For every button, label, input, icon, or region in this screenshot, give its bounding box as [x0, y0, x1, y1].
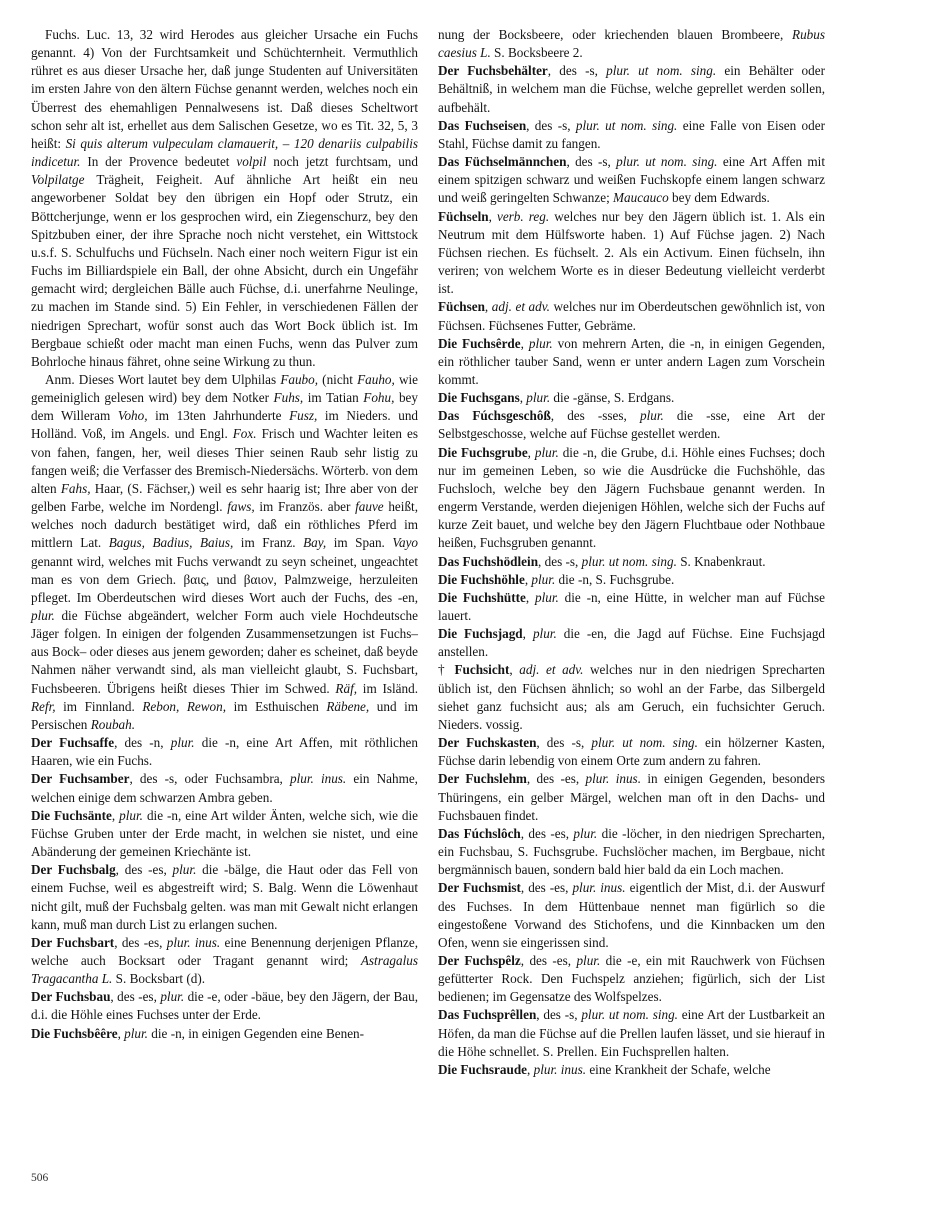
italic-text: plur. inus. — [166, 934, 221, 950]
dictionary-entry — [438, 153, 825, 207]
italic-text: Voho, — [117, 408, 148, 424]
dictionary-entry — [438, 589, 825, 625]
paragraph-anmerkung — [31, 371, 418, 734]
italic-text: Si quis alterum vulpeculam clamauerit, – 120 denariis culpabilis indicetur. — [31, 135, 418, 170]
italic-text: plur. — [119, 807, 143, 823]
body-text: welches nur in den niedrigen Sprecharten üblich ist, den Füchsen ähnlich; so wohl an der Farbe, das Silbergeld siehet ganz fuchsicht aus; als am Geruch, ein fuchsichter Geruch. Nieders. vossig. — [438, 662, 826, 732]
headword: Die Fuchsraude — [438, 1061, 528, 1077]
body-text: , — [484, 299, 492, 315]
headword: Der Fuchsmist — [438, 880, 521, 896]
body-text: heißt, welches noch dadurch bestätiget wird, daß ein röthliches Pferd im mittlern Lat. — [31, 499, 418, 551]
italic-text: plur. — [160, 989, 185, 1005]
entry-list-left — [31, 734, 418, 1043]
body-text: , — [524, 571, 532, 587]
body-text: und im Persischen — [31, 698, 419, 732]
italic-text: faws, — [227, 499, 255, 515]
body-text: die -n, in einigen Gegenden eine Benen- — [147, 1025, 365, 1041]
body-text: , des -s, — [566, 154, 617, 170]
italic-text: plur. — [124, 1025, 148, 1041]
headword: Der Fuchsbehälter — [438, 63, 548, 79]
italic-text: plur. ut nom. sing. — [616, 154, 718, 170]
body-text: die -n, eine Art Affen, mit röthlichen Haaren, wie ein Fuchs. — [31, 735, 418, 769]
dictionary-entry — [438, 825, 825, 879]
headword: Das Fúchsgeschôß — [438, 408, 551, 424]
headword: Der Fuchslehm — [438, 771, 527, 787]
italic-text: Fauho, — [357, 371, 395, 387]
italic-text: Fox. — [232, 426, 257, 442]
body-text: nung der Bocksbeere, oder kriechenden blauen Brombeere, — [438, 27, 793, 42]
italic-text: fauve — [355, 499, 384, 515]
headword: Das Fuchseisen — [438, 117, 527, 133]
dictionary-entry — [438, 1006, 825, 1060]
italic-text: plur. inus. — [533, 1061, 587, 1077]
headword: Die Fuchsjagd — [438, 626, 523, 642]
headword: Der Fuchskasten — [438, 735, 537, 751]
dictionary-entry — [31, 807, 418, 861]
body-text: , des -es, — [520, 880, 573, 896]
body-text: , des -s, — [526, 117, 576, 133]
body-text: † — [438, 662, 455, 678]
italic-text: plur. — [576, 952, 601, 968]
dictionary-entry — [438, 1061, 825, 1079]
headword: Der Fuchsbau — [31, 989, 111, 1005]
body-text: eine Falle von Eisen oder Stahl, Füchse damit zu fangen. — [438, 117, 825, 151]
italic-text: plur. — [535, 589, 559, 605]
body-text: , des -es, — [520, 952, 577, 968]
body-text: , des -es, — [526, 771, 586, 787]
italic-text: plur. ut nom. sing. — [606, 63, 717, 79]
headword: Die Fuchsêrde — [438, 335, 521, 351]
italic-text: Fahs, — [60, 480, 91, 496]
italic-text: plur. — [531, 571, 556, 587]
body-text: die -e, oder -bäue, bey den Jägern, der Bau, d.i. die Höhle eines Fuchses unter der Erde. — [31, 989, 418, 1023]
dictionary-entry — [438, 62, 825, 116]
body-text: (nicht — [318, 371, 358, 387]
body-text: , — [527, 444, 535, 460]
dictionary-entry — [438, 298, 825, 334]
body-text: im Tatian — [303, 390, 364, 406]
body-text: im Französ. aber — [254, 499, 356, 515]
headword: Füchsen — [438, 299, 485, 315]
italic-text: Fuhs, — [273, 390, 304, 406]
headword: Der Fuchsamber — [31, 771, 130, 787]
italic-text: Rubus caesius L. — [438, 27, 825, 61]
dictionary-entry — [438, 444, 825, 553]
body-text: die Füchse abgeändert, welcher Form auch viele Hochdeutsche Jäger folgen. In einigen der folgenden Zusammensetzungen ist Fuchs– aus Bock– oder dieses aus jenem geworden; daher es scheinet, daß beyde Nahmen näher verwandt sind, als man vielleicht glaubt, S. Fuchsbart, Fuchsbeeren. Übrigens heißt dieses Thier im Schwed. — [31, 608, 418, 696]
right-column — [438, 26, 825, 1079]
italic-text: Faubo, — [280, 371, 319, 387]
dictionary-entry — [438, 879, 825, 952]
body-text: die -löcher, in den niedrigen Sprecharten, ein Fuchsbau, S. Fuchsgrube. Fuchslöcher machen, im Bergbaue, nicht bergmännisch bauen, sondern bald hier bald da ein Loch machen. — [438, 825, 825, 878]
body-text: welches nur bey den Jägern üblich ist. 1. Als ein Neutrum mit dem Hülfsworte haben. 1) Auf Füchse jagen. 2) Nach Füchsen riechen. Es füchselt. 2. Als ein Activum. Einen füchseln, ihn veriren; von welchem Worte es in dieser Bedeutung vielleicht verderbt ist. — [438, 208, 826, 297]
page-number: 506 — [31, 1172, 49, 1184]
italic-text: Fohu, — [363, 390, 395, 406]
body-text: wie gemeiniglich gelesen wird) bey dem Notker — [31, 371, 419, 406]
body-text: , des -es, — [115, 862, 173, 878]
headword: Die Fuchsänte — [31, 807, 112, 823]
body-text: S. Bocksbeere 2. — [490, 45, 583, 61]
italic-text: Fusz, — [289, 408, 318, 424]
italic-text: plur. inus. — [290, 771, 347, 787]
dictionary-entry — [438, 407, 825, 443]
dictionary-entry — [438, 734, 825, 770]
body-text: ein Nahme, welchen einige dem schwarzen Ambra geben. — [31, 771, 418, 805]
entry-list-right — [438, 26, 825, 1079]
italic-text: plur. — [532, 626, 557, 642]
headword: Die Fuchsbêêre — [31, 1025, 118, 1041]
headword: Die Fuchsgrube — [438, 444, 528, 460]
body-text: Fuchs. Luc. 13, 32 wird Herodes aus gleicher Ursache ein Fuchs genannt. 4) Von der Furchtsamkeit und Schüchternheit. Vermuthlich rühret es aus dieser Ursache her, daß junge Studenten auf Universitäten im ersten Jahre von den ältern Füchse genannt werden, welches noch ein Überrest des ehemahligen Pennalwesens ist. Daß dieses Scheltwort schon sehr alt ist, erhellet aus dem Salischen Gesetze, wo es Tit. 32, 5, 3 heißt: — [31, 27, 418, 151]
body-text: Trägheit, Feigheit. Auf ähnliche Art heißt ein neu angeworbener Soldat bey den übrigen ein Hopf oder Strutz, ein Böttcherjunge, wenn er los gesprochen wird, ein Ziegenschurz, bey den Spitzbuben einer, der ihre Sprache noch nicht verstehet, ein Wittstock u.s.f. S. Schulfuchs und Füchseln. Nach einer noch weitern Figur ist ein Fuchs im Billiardspiele ein Ball, der ohne Absicht, durch ein Ungefähr gemacht wird; dergleichen Bälle auch Füchse, d.i. unerfahrne Neulinge, zu machen im Stande sind. 5) Ein Fehler, in verschiedenen Fällen der niedrigen Sprechart, wofür sonst auch das Wort Bock üblich ist. Im Bergbaue schießt oder macht man einen Fuchs, wenn das Pulver zum Bohrloche hinaus fähret, ohne seine Wirkung zu thun. — [31, 172, 418, 369]
headword: Die Fuchshütte — [438, 589, 526, 605]
body-text: welches nur im Oberdeutschen gewöhnlich ist, von Füchsen. Füchsenes Futter, Gebräme. — [438, 299, 825, 333]
italic-text: plur. — [526, 390, 551, 406]
headword: Der Fuchsaffe — [31, 735, 115, 751]
paragraph-fuchs-meanings — [31, 26, 418, 371]
body-text: bey dem Edwards. — [668, 190, 770, 206]
italic-text: plur. ut nom. sing. — [591, 735, 698, 751]
body-text: die -en, die Jagd auf Füchse. Eine Fuchsjagd anstellen. — [438, 626, 826, 660]
dictionary-entry — [438, 389, 825, 407]
italic-text: verb. reg. — [496, 208, 550, 224]
body-text: ein hölzerner Kasten, Füchse darin lebendig von einem Orte zum andern zu fahren. — [438, 735, 825, 769]
body-text: S. Bocksbart (d). — [112, 971, 206, 987]
headword: Das Füchselmännchen — [438, 154, 567, 170]
body-text: Anm. Dieses Wort lautet bey dem Ulphilas — [45, 371, 281, 387]
body-text: , — [117, 1025, 125, 1041]
dictionary-entry — [31, 988, 418, 1024]
dictionary-entry — [438, 208, 825, 299]
body-text: , des -n, — [114, 735, 171, 751]
body-text: eine Art Affen mit einem spitzigen schwarz und weißen Fuchskopfe einem langen schwarz und weiß geringelten Schwanze; — [438, 154, 825, 206]
body-text: im Esthuischen — [226, 698, 327, 714]
headword: Das Fuchsprêllen — [438, 1007, 537, 1023]
headword: Füchseln — [438, 208, 489, 224]
body-text: , des -s, — [536, 1007, 582, 1023]
body-text: , des -s, — [538, 553, 582, 569]
body-text: , des -es, — [114, 934, 167, 950]
italic-text: Räbene, — [326, 698, 370, 714]
body-text: , des -s, oder Fuchsambra, — [129, 771, 290, 787]
italic-text: plur. — [170, 735, 195, 751]
italic-text: plur. inus. — [572, 880, 626, 896]
body-text: die -bälge, die Haut oder das Fell von einem Fuchse, weil es abgestreift wird; S. Balg. Wenn die Löwenhaut nicht gilt, muß der Fuchsbalg gelten. was man mit Gewalt nicht erlangen kann, muß man durch List zu erlangen suchen. — [31, 862, 418, 932]
italic-text: Maucauco — [613, 190, 669, 206]
body-text: noch jetzt furchtsam, und — [266, 154, 418, 170]
headword: Der Fuchsbalg — [31, 862, 116, 878]
body-text: , — [488, 208, 497, 224]
dictionary-entry — [438, 335, 825, 389]
body-text: im Nieders. und Holländ. Voß, im Angels. und Engl. — [31, 408, 419, 442]
body-text: genannt wird, welches mit Fuchs verwandt zu seyn scheinet, ungeachtet man es von dem Griech. βαις, und βαιον, Palmzweige, herzuleiten pfleget. Im Oberdeutschen wird dieses Wort auch der Fuchs, des -en, — [31, 553, 418, 605]
italic-text: plur. ut nom. sing. — [581, 553, 677, 569]
body-text: , des -s, — [536, 735, 592, 751]
dictionary-entry — [31, 734, 418, 770]
italic-text: plur. — [534, 444, 559, 460]
body-text: die -n, eine Art wilder Änten, welche sich, wie die Füchse Gruben unter der Erde macht, in welchen sie nistet, und eine Abänderung der gemeinen Kriechänte ist. — [31, 807, 418, 860]
italic-text: plur. ut nom. sing. — [575, 117, 678, 133]
dictionary-entry — [438, 553, 825, 571]
body-text: ein Behälter oder Behältniß, in welchem man die Füchse, welche geprellet werden sollen, aufbehält. — [438, 63, 825, 115]
headword: Die Fuchshöhle — [438, 571, 525, 587]
italic-text: Refr, — [31, 698, 56, 714]
body-text: Haar, (S. Fächser,) weil es sehr haarig ist; Ihre aber von der gelben Farbe, welche im Nordengl. — [31, 480, 419, 515]
body-text: im 13ten Jahrhunderte — [147, 408, 290, 424]
italic-text: Roubah. — [90, 716, 136, 732]
dictionary-entry — [438, 117, 825, 153]
dictionary-entry — [438, 625, 825, 661]
dictionary-entry — [438, 571, 825, 589]
headword: Fuchsicht — [454, 662, 510, 678]
body-text: die -e, ein mit Rauchwerk von Füchsen gefütterter Rock. Den Fuchspelz anziehen; figürlich, sich der List bedienen; im Gegensatze des Wolfspelzes. — [438, 952, 826, 1005]
dictionary-entry — [438, 26, 825, 62]
body-text: eine Krankheit der Schafe, welche — [586, 1061, 771, 1077]
italic-text: adj. et adv. — [491, 299, 550, 315]
body-text: eigentlich der Mist, d.i. der Auswurf des Fuchses. In dem Hüttenbaue nennet man figürlich so die eingestoßene Vorwand des Stichofens, und die Kinnbacken um den Ofen, wenn sie eingerissen sind. — [438, 880, 826, 950]
body-text: , des -es, — [110, 989, 161, 1005]
italic-text: Volpilatge — [31, 172, 85, 188]
italic-text: Räf, — [335, 680, 358, 696]
italic-text: Vayo — [392, 535, 419, 551]
italic-text: plur. — [639, 408, 664, 424]
body-text: die -n, eine Hütte, in welcher man auf Füchse lauert. — [438, 589, 825, 623]
dictionary-entry — [31, 770, 418, 806]
italic-text: plur. — [573, 825, 598, 841]
headword: Der Fuchsbart — [31, 934, 115, 950]
italic-text: plur. — [31, 608, 55, 623]
headword: Der Fuchspêlz — [438, 952, 521, 968]
body-text: , des -s, — [547, 63, 607, 79]
dictionary-entry — [438, 952, 825, 1006]
dictionary-entry — [438, 661, 825, 734]
body-text: , des -es, — [520, 825, 574, 841]
body-text: die -n, die Grube, d.i. Höhle eines Fuchses; doch nur im gemeinen Leben, so wie die Ausdrücke die Fuchshöhle, das Fuchsloch, welche bey den Jägern Fuchsbaue genannt werden. In engerm Verstande, werden diejenigen Höhlen, welche sich der Fuchs auf kurze Zeit bauet, und welche bey den Jägern Fluchtbaue oder Nothbaue heißen, Fuchsgruben genannt. — [438, 444, 826, 551]
italic-text: plur. — [528, 335, 553, 351]
body-text: bey dem Willeram — [31, 390, 418, 424]
body-text: im Span. — [326, 535, 393, 551]
italic-text: volpil — [236, 154, 267, 170]
body-text: eine Art der Lustbarkeit an Höfen, da man die Füchse auf die Prellen laufen lässet, und sie hierauf in die Höhe schnellet. S. Prellen. Ein Fuchsprellen halten. — [438, 1007, 825, 1059]
italic-text: Bagus, Badius, Baius, — [108, 535, 234, 551]
body-text: die -sse, eine Art der Selbstgeschosse, welche auf Füchse gestellet werden. — [438, 408, 825, 442]
body-text: die -gänse, S. Erdgans. — [550, 390, 675, 406]
body-text: , — [519, 390, 527, 406]
body-text: eine Benennung derjenigen Pflanze, welche auch Bocksart oder Tragant genannt wird; — [31, 934, 418, 968]
body-text: in einigen Gegenden, besonders Thüringens, ein gelber Märgel, welchen man oft in den Dachs- und Fuchsbauen findet. — [438, 771, 825, 823]
headword: Das Fuchshödlein — [438, 553, 539, 569]
body-text: S. Knabenkraut. — [676, 553, 766, 569]
body-text: In der Provence bedeutet — [80, 154, 237, 170]
body-text: , — [509, 662, 520, 678]
headword: Das Fúchslôch — [438, 825, 521, 841]
body-text: , — [111, 807, 120, 823]
left-column — [31, 26, 418, 1043]
body-text: , — [522, 626, 533, 642]
body-text: im Franz. — [233, 535, 304, 551]
body-text: , — [520, 335, 529, 351]
dictionary-entry — [31, 1025, 418, 1043]
italic-text: plur. ut nom. sing. — [581, 1007, 678, 1023]
italic-text: Astragalus Tragacantha L. — [31, 952, 418, 987]
dictionary-entry — [31, 861, 418, 934]
italic-text: plur. — [172, 862, 197, 878]
dictionary-entry — [438, 770, 825, 824]
body-text: , — [525, 589, 535, 605]
body-text: von mehrern Arten, die -n, in einigen Gegenden, ein röthlicher tauber Sand, wenn er unter andern Lagen zum Vorschein kommt. — [438, 335, 825, 387]
body-text: im Isländ. — [357, 680, 418, 696]
body-text: , des -sses, — [550, 408, 640, 424]
body-text: , — [527, 1061, 534, 1077]
italic-text: Rebon, Rewon, — [142, 698, 227, 714]
italic-text: adj. et adv. — [519, 662, 584, 678]
italic-text: Bay, — [303, 535, 327, 551]
body-text: im Finnland. — [55, 698, 143, 714]
italic-text: plur. inus. — [585, 771, 641, 787]
body-text: Frisch und Wachter leiten es von fahen, fangen, her, weil dieses Thier seinen Raub sehr listig zu fangen weiß; die Verfasser des Bremisch-Niedersächs. Wörterb. von dem alten — [31, 426, 418, 496]
dictionary-entry — [31, 934, 418, 988]
body-text: die -n, S. Fuchsgrube. — [555, 571, 675, 587]
headword: Die Fuchsgans — [438, 390, 520, 406]
